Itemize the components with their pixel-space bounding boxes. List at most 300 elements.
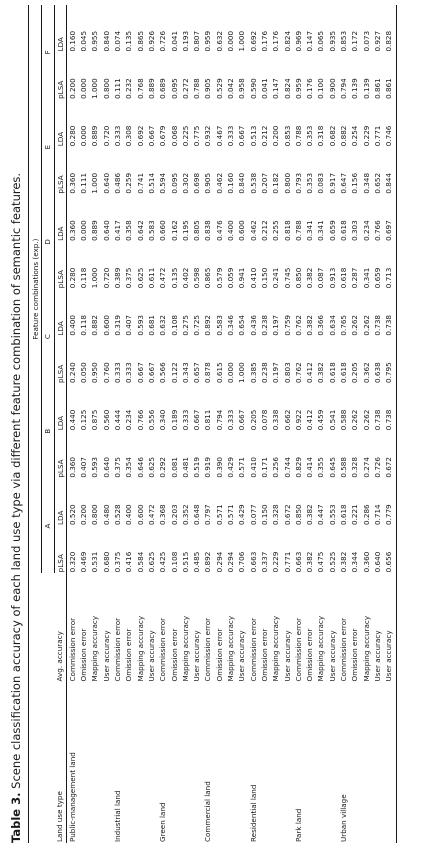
- method-header-a-plsa: pLSA: [55, 554, 65, 573]
- table-row: [169, 5, 180, 843]
- value-cell: 0.800: [282, 172, 292, 194]
- value-cell: 0.462: [214, 172, 224, 194]
- land-use-type-cell: [169, 682, 180, 843]
- value-cell: 0.197: [271, 315, 281, 336]
- accuracy-metric-cell: Mapping accuracy: [226, 615, 236, 682]
- value-cell: 1.000: [90, 267, 100, 289]
- accuracy-metric-cell: Mapping accuracy: [361, 615, 371, 682]
- value-cell: 0.541: [327, 409, 337, 431]
- value-cell: 0.625: [135, 267, 145, 289]
- table-row: [202, 5, 213, 843]
- value-cell: 0.176: [305, 78, 315, 99]
- value-cell: 0.375: [113, 457, 123, 478]
- value-cell: 0.414: [305, 457, 315, 478]
- value-cell: 0.654: [237, 315, 247, 336]
- method-header-d-plsa: pLSA: [55, 270, 65, 289]
- value-cell: 0.850: [293, 267, 303, 289]
- value-cell: 0.472: [146, 504, 156, 525]
- value-cell: 0.360: [67, 172, 77, 194]
- value-cell: 0.913: [327, 267, 337, 289]
- value-cell: 0.667: [146, 125, 156, 147]
- value-cell: 0.892: [203, 551, 213, 573]
- table-row: [66, 5, 78, 843]
- value-cell: 0.656: [384, 551, 394, 573]
- value-cell: 0.343: [180, 362, 190, 383]
- land-use-type-cell: [191, 682, 202, 843]
- value-cell: 0.566: [158, 362, 168, 383]
- accuracy-metric-cell: Mapping accuracy: [135, 615, 145, 682]
- value-cell: 0.645: [327, 457, 337, 478]
- value-cell: 0.520: [67, 504, 77, 525]
- accuracy-metric-cell: Commission error: [203, 617, 213, 682]
- table-body: [66, 5, 395, 843]
- value-cell: 0.302: [180, 172, 190, 194]
- value-cell: 0.807: [192, 30, 202, 52]
- table-row: [270, 5, 281, 843]
- value-cell: 0.225: [180, 125, 190, 147]
- accuracy-metric-cell: Omission error: [305, 628, 315, 682]
- accuracy-table: [30, 5, 395, 843]
- value-cell: 0.366: [316, 315, 326, 336]
- value-cell: 0.775: [192, 125, 202, 147]
- value-cell: 0.600: [101, 315, 111, 336]
- group-header-e: E: [42, 100, 54, 195]
- feature-combinations-header: Feature combinations (exp.): [30, 5, 42, 573]
- value-cell: 0.122: [169, 362, 179, 383]
- table-row: [214, 5, 225, 843]
- value-cell: 0.240: [67, 362, 77, 383]
- value-cell: 0.059: [226, 267, 236, 289]
- value-cell: 0.632: [214, 30, 224, 52]
- accuracy-metric-cell: User accuracy: [372, 630, 382, 682]
- value-cell: 0.640: [101, 457, 111, 478]
- value-cell: 0.205: [248, 409, 258, 431]
- value-cell: 0.340: [158, 409, 168, 431]
- group-header-a: A: [42, 479, 54, 574]
- value-cell: 0.618: [339, 220, 349, 241]
- value-cell: 0.440: [67, 409, 77, 431]
- value-cell: 0.429: [237, 504, 247, 525]
- value-cell: 0.162: [169, 220, 179, 241]
- value-cell: 0.139: [361, 78, 371, 99]
- value-cell: 0.689: [158, 78, 168, 99]
- value-cell: 0.950: [90, 362, 100, 383]
- value-cell: 0.416: [124, 551, 134, 573]
- method-header-a-lda: LDA: [55, 510, 65, 525]
- value-cell: 0.472: [158, 267, 168, 289]
- value-cell: 0.319: [113, 315, 123, 336]
- value-cell: 0.932: [203, 125, 213, 147]
- value-cell: 0.385: [248, 362, 258, 383]
- value-cell: 0.905: [203, 78, 213, 99]
- value-cell: 0.800: [90, 504, 100, 525]
- value-cell: 0.333: [226, 409, 236, 431]
- value-cell: 0.341: [361, 267, 371, 289]
- value-cell: 0.853: [339, 30, 349, 52]
- table-bottom-rule: [396, 5, 397, 843]
- value-cell: 0.648: [192, 504, 202, 525]
- table-row: [372, 5, 383, 843]
- value-cell: 0.147: [305, 30, 315, 52]
- value-cell: 0.262: [361, 315, 371, 336]
- accuracy-metric-cell: Mapping accuracy: [180, 615, 190, 682]
- header-row-feature-combinations: [30, 5, 42, 843]
- value-cell: 0.272: [180, 78, 190, 99]
- accuracy-metric-cell: Commission error: [158, 617, 168, 682]
- value-cell: 0.959: [203, 30, 213, 52]
- value-cell: 0.308: [124, 125, 134, 147]
- value-cell: 0.346: [226, 315, 236, 336]
- value-cell: 0.375: [124, 267, 134, 289]
- table-row: [361, 5, 372, 843]
- value-cell: 0.176: [259, 30, 269, 52]
- value-cell: 0.514: [146, 172, 156, 194]
- value-cell: 0.221: [350, 504, 360, 525]
- value-cell: 0.081: [169, 457, 179, 478]
- value-cell: 0.698: [192, 172, 202, 194]
- value-cell: 0.354: [124, 457, 134, 478]
- value-cell: 0.583: [146, 220, 156, 241]
- method-header-f-plsa: pLSA: [55, 80, 65, 99]
- table-caption-text: Scene classification accuracy of each land use type via different feature combination of semantic features.: [9, 172, 23, 789]
- value-cell: 0.679: [158, 125, 168, 147]
- value-cell: 0.900: [327, 78, 337, 99]
- value-cell: 0.176: [271, 30, 281, 52]
- value-cell: 0.238: [259, 315, 269, 336]
- value-cell: 0.042: [226, 78, 236, 99]
- value-cell: 0.352: [180, 504, 190, 525]
- table-row: [89, 5, 100, 843]
- value-cell: 0.579: [214, 267, 224, 289]
- value-cell: 0.118: [79, 315, 89, 336]
- value-cell: 0.100: [316, 78, 326, 99]
- group-header-f: F: [42, 5, 54, 100]
- value-cell: 0.560: [101, 409, 111, 431]
- table-row: [101, 5, 112, 843]
- land-use-type-cell: [270, 682, 281, 843]
- value-cell: 0.262: [350, 315, 360, 336]
- value-cell: 0.111: [79, 172, 89, 194]
- value-cell: 0.762: [293, 362, 303, 383]
- value-cell: 0.212: [259, 220, 269, 241]
- value-cell: 0.738: [384, 315, 394, 336]
- avg-accuracy-header: Avg. accuracy: [55, 631, 65, 682]
- value-cell: 0.529: [214, 78, 224, 99]
- value-cell: 0.741: [135, 172, 145, 194]
- value-cell: 0.459: [316, 409, 326, 431]
- value-cell: 0.788: [293, 125, 303, 147]
- value-cell: 0.150: [259, 504, 269, 525]
- value-cell: 0.417: [113, 220, 123, 241]
- value-cell: 0.074: [113, 30, 123, 52]
- value-cell: 0.878: [203, 362, 213, 383]
- value-cell: 0.766: [135, 409, 145, 431]
- value-cell: 0.765: [339, 315, 349, 336]
- value-cell: 0.905: [203, 172, 213, 194]
- value-cell: 0.922: [293, 409, 303, 431]
- accuracy-metric-cell: Mapping accuracy: [90, 615, 100, 682]
- value-cell: 0.462: [248, 220, 258, 241]
- value-cell: 0.337: [259, 551, 269, 573]
- value-cell: 0.238: [259, 362, 269, 383]
- value-cell: 0.156: [350, 172, 360, 194]
- value-cell: 0.744: [282, 457, 292, 478]
- accuracy-metric-cell: User accuracy: [282, 630, 292, 682]
- value-cell: 0.584: [135, 551, 145, 573]
- value-cell: 0.672: [384, 457, 394, 478]
- method-header-b-lda: LDA: [55, 415, 65, 431]
- table-row: [338, 5, 349, 843]
- value-cell: 0.375: [113, 551, 123, 573]
- value-cell: 0.805: [192, 220, 202, 241]
- value-cell: 0.189: [169, 409, 179, 431]
- value-cell: 0.926: [146, 30, 156, 52]
- value-cell: 0.077: [248, 504, 258, 525]
- value-cell: 0.571: [214, 504, 224, 525]
- value-cell: 0.646: [135, 457, 145, 478]
- value-cell: 0.333: [113, 125, 123, 147]
- value-cell: 0.412: [305, 362, 315, 383]
- value-cell: 0.362: [361, 362, 371, 383]
- value-cell: 0.713: [384, 267, 394, 289]
- method-header-e-lda: LDA: [55, 131, 65, 147]
- land-use-type-cell: [327, 682, 338, 843]
- value-cell: 0.618: [327, 362, 337, 383]
- value-cell: 0.467: [214, 125, 224, 147]
- land-use-type-cell: Commercial land: [203, 781, 213, 842]
- table-row: [293, 5, 304, 843]
- value-cell: 0.280: [67, 125, 77, 147]
- table-caption-label: Table 3.: [9, 792, 23, 843]
- value-cell: 0.083: [316, 172, 326, 194]
- value-cell: 0.108: [169, 551, 179, 573]
- value-cell: 0.588: [339, 457, 349, 478]
- value-cell: 0.593: [90, 457, 100, 478]
- value-cell: 0.663: [293, 551, 303, 573]
- accuracy-metric-cell: Omission error: [214, 628, 224, 682]
- value-cell: 0.840: [101, 30, 111, 52]
- value-cell: 0.667: [237, 125, 247, 147]
- value-cell: 0.861: [372, 78, 382, 99]
- header-row-methods: [54, 5, 66, 843]
- value-cell: 0.917: [327, 172, 337, 194]
- value-cell: 0.889: [146, 78, 156, 99]
- table-row: [157, 5, 168, 843]
- land-use-type-cell: [123, 682, 134, 843]
- value-cell: 0.667: [135, 362, 145, 383]
- accuracy-metric-cell: Commission error: [248, 617, 258, 682]
- value-cell: 0.095: [169, 172, 179, 194]
- value-cell: 1.000: [90, 172, 100, 194]
- rotated-table-figure: [4, 5, 444, 843]
- accuracy-metric-cell: Commission error: [113, 617, 123, 682]
- value-cell: 0.692: [135, 125, 145, 147]
- value-cell: 0.618: [339, 362, 349, 383]
- method-header-f-lda: LDA: [55, 37, 65, 52]
- value-cell: 0.000: [79, 78, 89, 99]
- value-cell: 0.829: [293, 457, 303, 478]
- value-cell: 0.875: [90, 409, 100, 431]
- value-cell: 0.065: [316, 30, 326, 52]
- land-use-type-cell: [304, 682, 315, 843]
- value-cell: 0.475: [316, 551, 326, 573]
- value-cell: 0.407: [79, 457, 89, 478]
- value-cell: 0.853: [282, 125, 292, 147]
- value-cell: 0.328: [350, 457, 360, 478]
- land-use-type-cell: [180, 682, 191, 843]
- value-cell: 0.652: [372, 172, 382, 194]
- value-cell: 0.844: [384, 172, 394, 194]
- value-cell: 0.469: [79, 551, 89, 573]
- accuracy-metric-cell: Omission error: [259, 628, 269, 682]
- header-row-groups: [42, 5, 54, 843]
- table-row: [236, 5, 247, 843]
- value-cell: 0.680: [101, 551, 111, 573]
- value-cell: 0.205: [350, 362, 360, 383]
- value-cell: 0.125: [79, 409, 89, 431]
- value-cell: 0.410: [248, 457, 258, 478]
- value-cell: 0.333: [113, 362, 123, 383]
- value-cell: 0.958: [237, 78, 247, 99]
- value-cell: 0.118: [79, 267, 89, 289]
- value-cell: 0.745: [282, 267, 292, 289]
- value-cell: 0.400: [67, 315, 77, 336]
- value-cell: 0.759: [282, 315, 292, 336]
- value-cell: 1.000: [90, 78, 100, 99]
- value-cell: 0.659: [372, 267, 382, 289]
- value-cell: 0.865: [135, 30, 145, 52]
- value-cell: 0.333: [124, 362, 134, 383]
- value-cell: 0.771: [282, 551, 292, 573]
- table-row: [180, 5, 191, 843]
- value-cell: 0.360: [361, 551, 371, 573]
- value-cell: 0.262: [350, 409, 360, 431]
- value-cell: 0.232: [124, 78, 134, 99]
- table-row: [146, 5, 157, 843]
- value-cell: 0.600: [237, 220, 247, 241]
- land-use-type-cell: [372, 682, 383, 843]
- value-cell: 0.485: [192, 551, 202, 573]
- value-cell: 0.663: [248, 551, 258, 573]
- accuracy-metric-cell: Omission error: [169, 628, 179, 682]
- value-cell: 0.068: [169, 125, 179, 147]
- value-cell: 0.358: [124, 220, 134, 241]
- accuracy-metric-cell: User accuracy: [101, 630, 111, 682]
- value-cell: 0.207: [259, 172, 269, 194]
- value-cell: 0.746: [384, 125, 394, 147]
- value-cell: 0.241: [271, 267, 281, 289]
- value-cell: 0.360: [67, 457, 77, 478]
- value-cell: 0.341: [305, 220, 315, 241]
- value-cell: 0.382: [305, 504, 315, 525]
- table-caption: [7, 5, 25, 843]
- value-cell: 0.400: [124, 504, 134, 525]
- land-use-type-cell: [135, 682, 146, 843]
- value-cell: 0.625: [146, 457, 156, 478]
- value-cell: 0.292: [158, 457, 168, 478]
- value-cell: 0.476: [214, 220, 224, 241]
- table-header: [30, 5, 66, 843]
- value-cell: 0.657: [192, 362, 202, 383]
- value-cell: 0.436: [248, 315, 258, 336]
- method-header-d-lda: LDA: [55, 226, 65, 241]
- value-cell: 0.882: [339, 125, 349, 147]
- table-row: [282, 5, 293, 843]
- table-row: [78, 5, 89, 843]
- value-cell: 0.803: [282, 362, 292, 383]
- table-row: [259, 5, 270, 843]
- value-cell: 0.672: [282, 504, 292, 525]
- value-cell: 0.889: [90, 220, 100, 241]
- value-cell: 0.738: [384, 409, 394, 431]
- value-cell: 0.794: [214, 409, 224, 431]
- value-cell: 0.095: [169, 78, 179, 99]
- land-use-type-cell: [214, 682, 225, 843]
- table-row: [349, 5, 360, 843]
- value-cell: 0.726: [372, 457, 382, 478]
- land-use-type-cell: Residential land: [248, 784, 258, 842]
- value-cell: 0.625: [146, 551, 156, 573]
- value-cell: 0.087: [316, 267, 326, 289]
- value-cell: 0.274: [361, 457, 371, 478]
- value-cell: 0.410: [248, 267, 258, 289]
- value-cell: 0.341: [316, 220, 326, 241]
- value-cell: 0.640: [101, 172, 111, 194]
- value-cell: 0.160: [67, 30, 77, 52]
- value-cell: 0.824: [282, 78, 292, 99]
- table-row: [304, 5, 315, 843]
- value-cell: 0.318: [316, 125, 326, 147]
- value-cell: 0.667: [192, 409, 202, 431]
- table-row: [112, 5, 123, 843]
- value-cell: 0.229: [361, 125, 371, 147]
- value-cell: 0.234: [124, 409, 134, 431]
- value-cell: 0.078: [259, 409, 269, 431]
- value-cell: 0.594: [158, 172, 168, 194]
- accuracy-metric-cell: Commission error: [67, 617, 77, 682]
- value-cell: 0.147: [271, 78, 281, 99]
- value-cell: 0.919: [203, 457, 213, 478]
- value-cell: 0.824: [282, 30, 292, 52]
- value-cell: 0.738: [372, 315, 382, 336]
- land-use-type-cell: [361, 682, 372, 843]
- value-cell: 0.353: [305, 125, 315, 147]
- value-cell: 0.647: [339, 172, 349, 194]
- accuracy-metric-cell: User accuracy: [327, 630, 337, 682]
- value-cell: 0.320: [67, 551, 77, 573]
- value-cell: 0.000: [226, 30, 236, 52]
- value-cell: 0.519: [192, 457, 202, 478]
- table-row: [248, 5, 259, 843]
- value-cell: 0.660: [158, 220, 168, 241]
- value-cell: 0.294: [226, 551, 236, 573]
- land-use-type-cell: [101, 682, 112, 843]
- value-cell: 0.793: [293, 172, 303, 194]
- value-cell: 0.286: [361, 504, 371, 525]
- method-header-b-plsa: pLSA: [55, 459, 65, 478]
- value-cell: 0.000: [79, 220, 89, 241]
- value-cell: 0.618: [339, 267, 349, 289]
- land-use-type-cell: [146, 682, 157, 843]
- value-cell: 0.667: [146, 362, 156, 383]
- value-cell: 0.344: [350, 551, 360, 573]
- value-cell: 0.197: [271, 362, 281, 383]
- land-use-type-cell: Industrial land: [113, 790, 123, 842]
- value-cell: 0.838: [203, 220, 213, 241]
- value-cell: 0.333: [180, 409, 190, 431]
- accuracy-metric-cell: User accuracy: [384, 630, 394, 682]
- value-cell: 0.294: [214, 551, 224, 573]
